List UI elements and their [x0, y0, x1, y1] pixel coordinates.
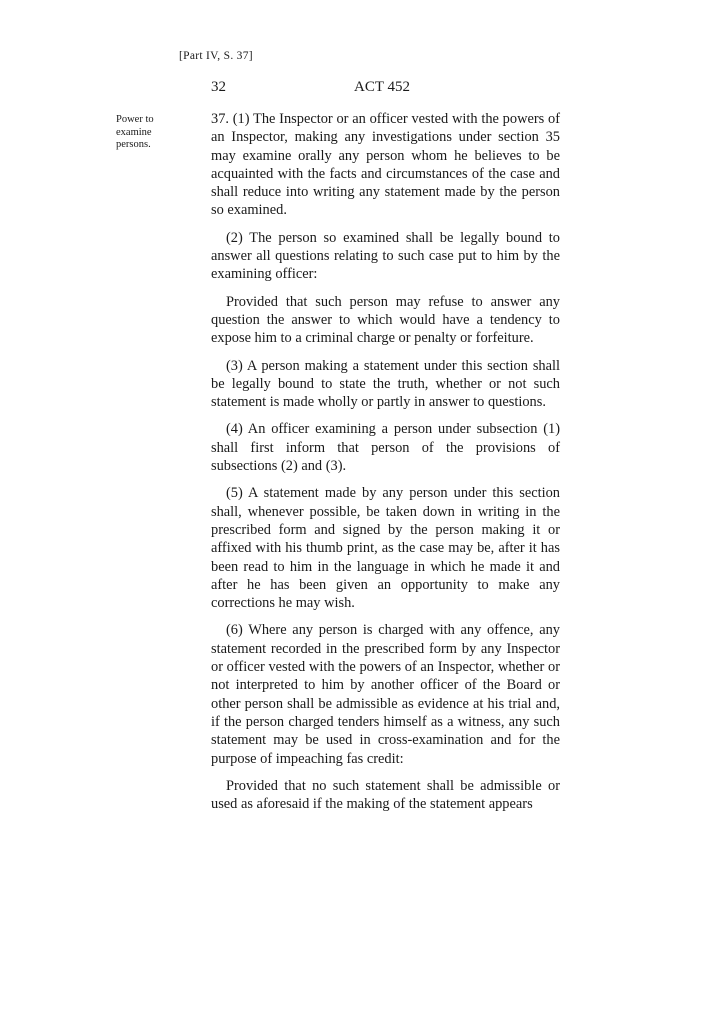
section-proviso-1: Provided that such person may refuse to answer any question the answer to which would have a tendency to expose him to a criminal charge or penalty or forfeiture.: [211, 293, 560, 347]
section-paragraph-5: (5) A statement made by any person under this section shall, whenever possible, be taken down in writing in the prescribed form and signed by the person making it or affixed with his thumb print, as the case may be, after it has been read to him in the language in which he made it and after he has been given an opportunity to make any corrections he may wish.: [211, 485, 560, 612]
section-proviso-2: Provided that no such statement shall be admissible or used as aforesaid if the making of the statement appears: [211, 777, 560, 813]
section-paragraph-4: (4) An officer examining a person under subsection (1) shall first inform that person of the provisions of subsections (2) and (3).: [211, 421, 560, 475]
act-title: ACT 452: [354, 79, 410, 95]
page-number: 32: [211, 79, 226, 95]
section-body: [211, 110, 560, 822]
section-paragraph-3: (3) A person making a statement under this section shall be legally bound to state the truth, whether or not such statement is made wholly or partly in answer to questions.: [211, 357, 560, 411]
part-section-reference: [Part IV, S. 37]: [179, 50, 253, 62]
marginal-note: Power to examine persons.: [116, 114, 154, 150]
section-paragraph-6: (6) Where any person is charged with any offence, any statement recorded in the prescribed form by any Inspector or officer vested with the powers of an Inspector, whether or not interpreted to him by another officer of the Board or other person shall be admissible as evidence at his trial and, if the person charged tenders himself as a witness, any such statement may be used in cross-examination and for the purpose of impeaching fas credit:: [211, 622, 560, 767]
section-paragraph-1: 37. (1) The Inspector or an officer vested with the powers of an Inspector, making any investigations under section 35 may examine orally any person whom he believes to be acquainted with the facts and circumstances of the case and shall reduce into writing any statement made by the person so examined.: [211, 111, 560, 219]
section-paragraph-2: (2) The person so examined shall be legally bound to answer all questions relating to such case put to him by the examining officer:: [211, 229, 560, 283]
